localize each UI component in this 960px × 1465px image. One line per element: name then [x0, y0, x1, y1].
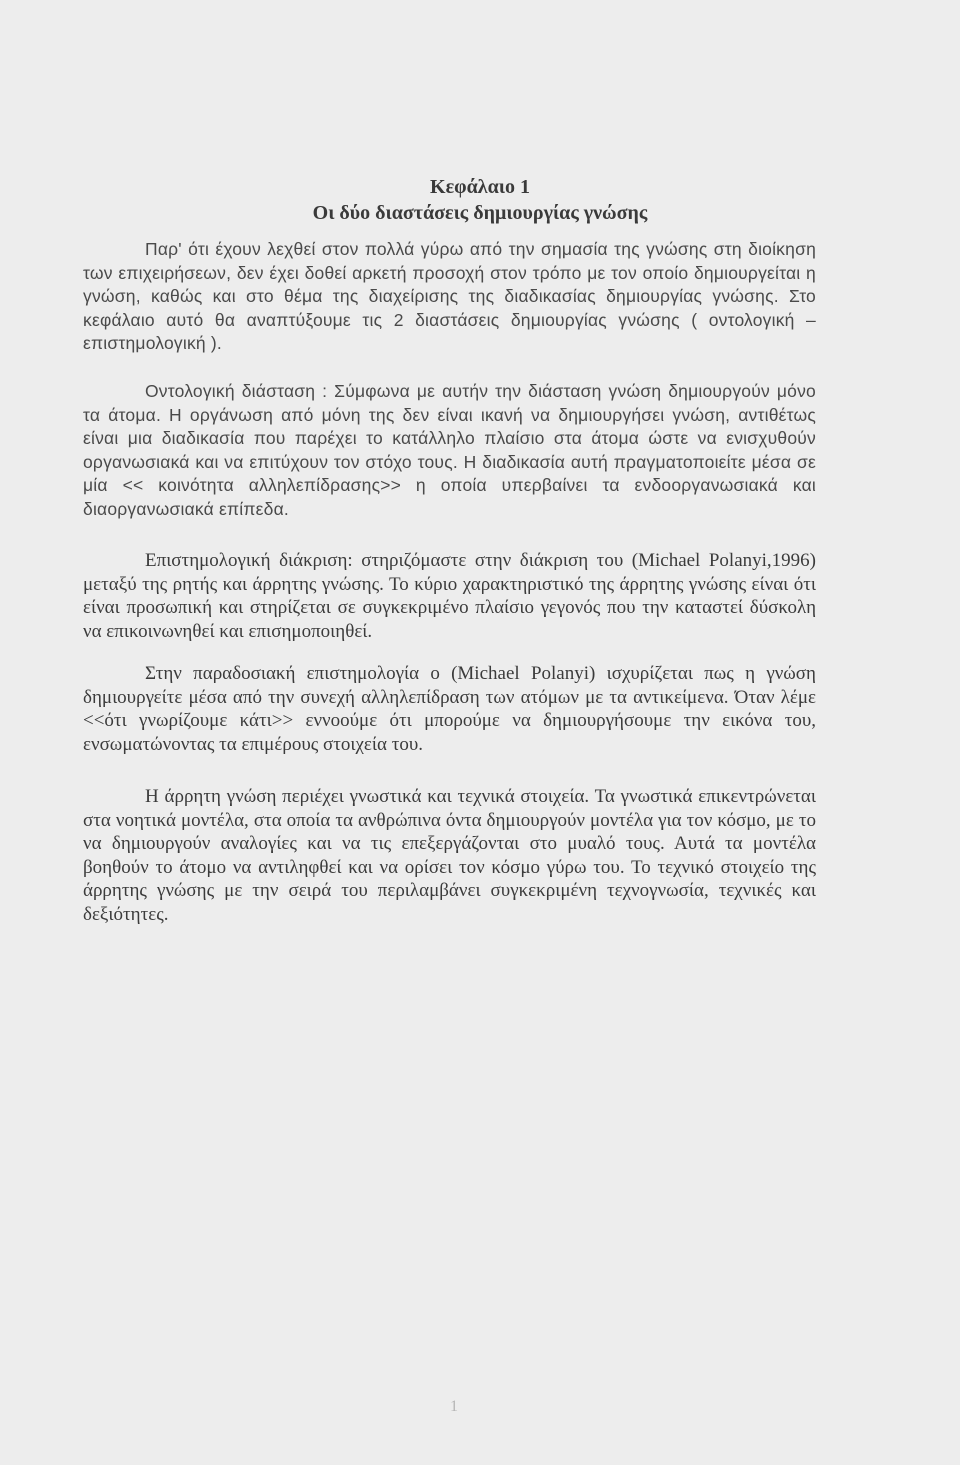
paragraph-intro: Παρ' ότι έχουν λεχθεί στον πολλά γύρω από την σημασία της γνώσης στη διοίκηση των επιχειρήσεων, δεν έχει δοθεί αρκετή προσοχή στον τρόπο με τον οποίο δημιουργείται η γνώση, καθώς και στο θέμα της διαχείρισης της διαδικασίας δημιουργίας γνώσης. Στο κεφάλαιο αυτό θα αναπτύξουμε τις 2 διαστάσεις δημιουργίας γνώσης ( οντολογική – επιστημολογική ).: [83, 239, 816, 353]
paragraph-tacit-knowledge: Η άρρητη γνώση περιέχει γνωστικά και τεχνικά στοιχεία. Τα γνωστικά επικεντρώνεται στα νοητικά μοντέλα, στα οποία τα ανθρώπινα όντα δημιουργούν μοντέλα για τον κόσμο, με το να δημιουργούν αναλογίες και να τις επεξεργάζονται στο μυαλό τους. Αυτά τα μοντέλα βοηθούν το άτομο να αντιληφθεί και να ορίσει τον κόσμο γύρω του. Το τεχνικό στοιχείο της άρρητης γνώσης με την σειρά του περιλαμβάνει συγκεκριμένη τεχνογνωσία, τεχνικές και δεξιότητες.: [83, 786, 816, 925]
page-number: 1: [450, 1398, 458, 1415]
chapter-header: [0, 174, 960, 226]
paragraph-ontological: Οντολογική διάσταση : Σύμφωνα με αυτήν την διάσταση γνώση δημιουργούν μόνο τα άτομα. Η οργάνωση από μόνη της δεν είναι ικανή να δημιουργήσει γνώση, αντιθέτως είναι μια διαδικασία που παρέχει το κατάλληλο πλαίσιο στα άτομα ώστε να ενισχυθούν οργανωσιακά και να επιτύχουν τον στόχο τους. Η διαδικασία αυτή πραγματοποιείτε μέσα σε μία << κοινότητα αλληλεπίδρασης>> η οποία υπερβαίνει τα ενδοοργανωσιακά και διαοργανωσιακά επίπεδα.: [83, 381, 816, 519]
chapter-label: Κεφάλαιο 1: [430, 176, 530, 198]
paragraph-epistemological: Επιστημολογική διάκριση: στηριζόμαστε στην διάκριση του (Michael Polanyi,1996) μεταξύ της ρητής και άρρητης γνώσης. Το κύριο χαρακτηριστικό της άρρητης γνώσης είναι ότι είναι προσωπική και στηρίζεται σε συγκεκριμένο πλαίσιο γεγονός που την καταστεί δύσκολη να επικοινωνηθεί και επισημοποιηθεί.: [83, 550, 816, 642]
paragraph-traditional-epistemology: Στην παραδοσιακή επιστημολογία ο (Michael Polanyi) ισχυρίζεται πως η γνώση δημιουργείτε μέσα από την συνεχή αλληλεπίδραση των ατόμων με τα αντικείμενα. Όταν λέμε <<ότι γνωρίζουμε κάτι>> εννοούμε ότι μπορούμε να δημιουργήσουμε την εικόνα του, ενσωματώνοντας τα επιμέρους στοιχεία του.: [83, 663, 816, 755]
chapter-title: Οι δύο διαστάσεις δημιουργίας γνώσης: [312, 202, 648, 224]
